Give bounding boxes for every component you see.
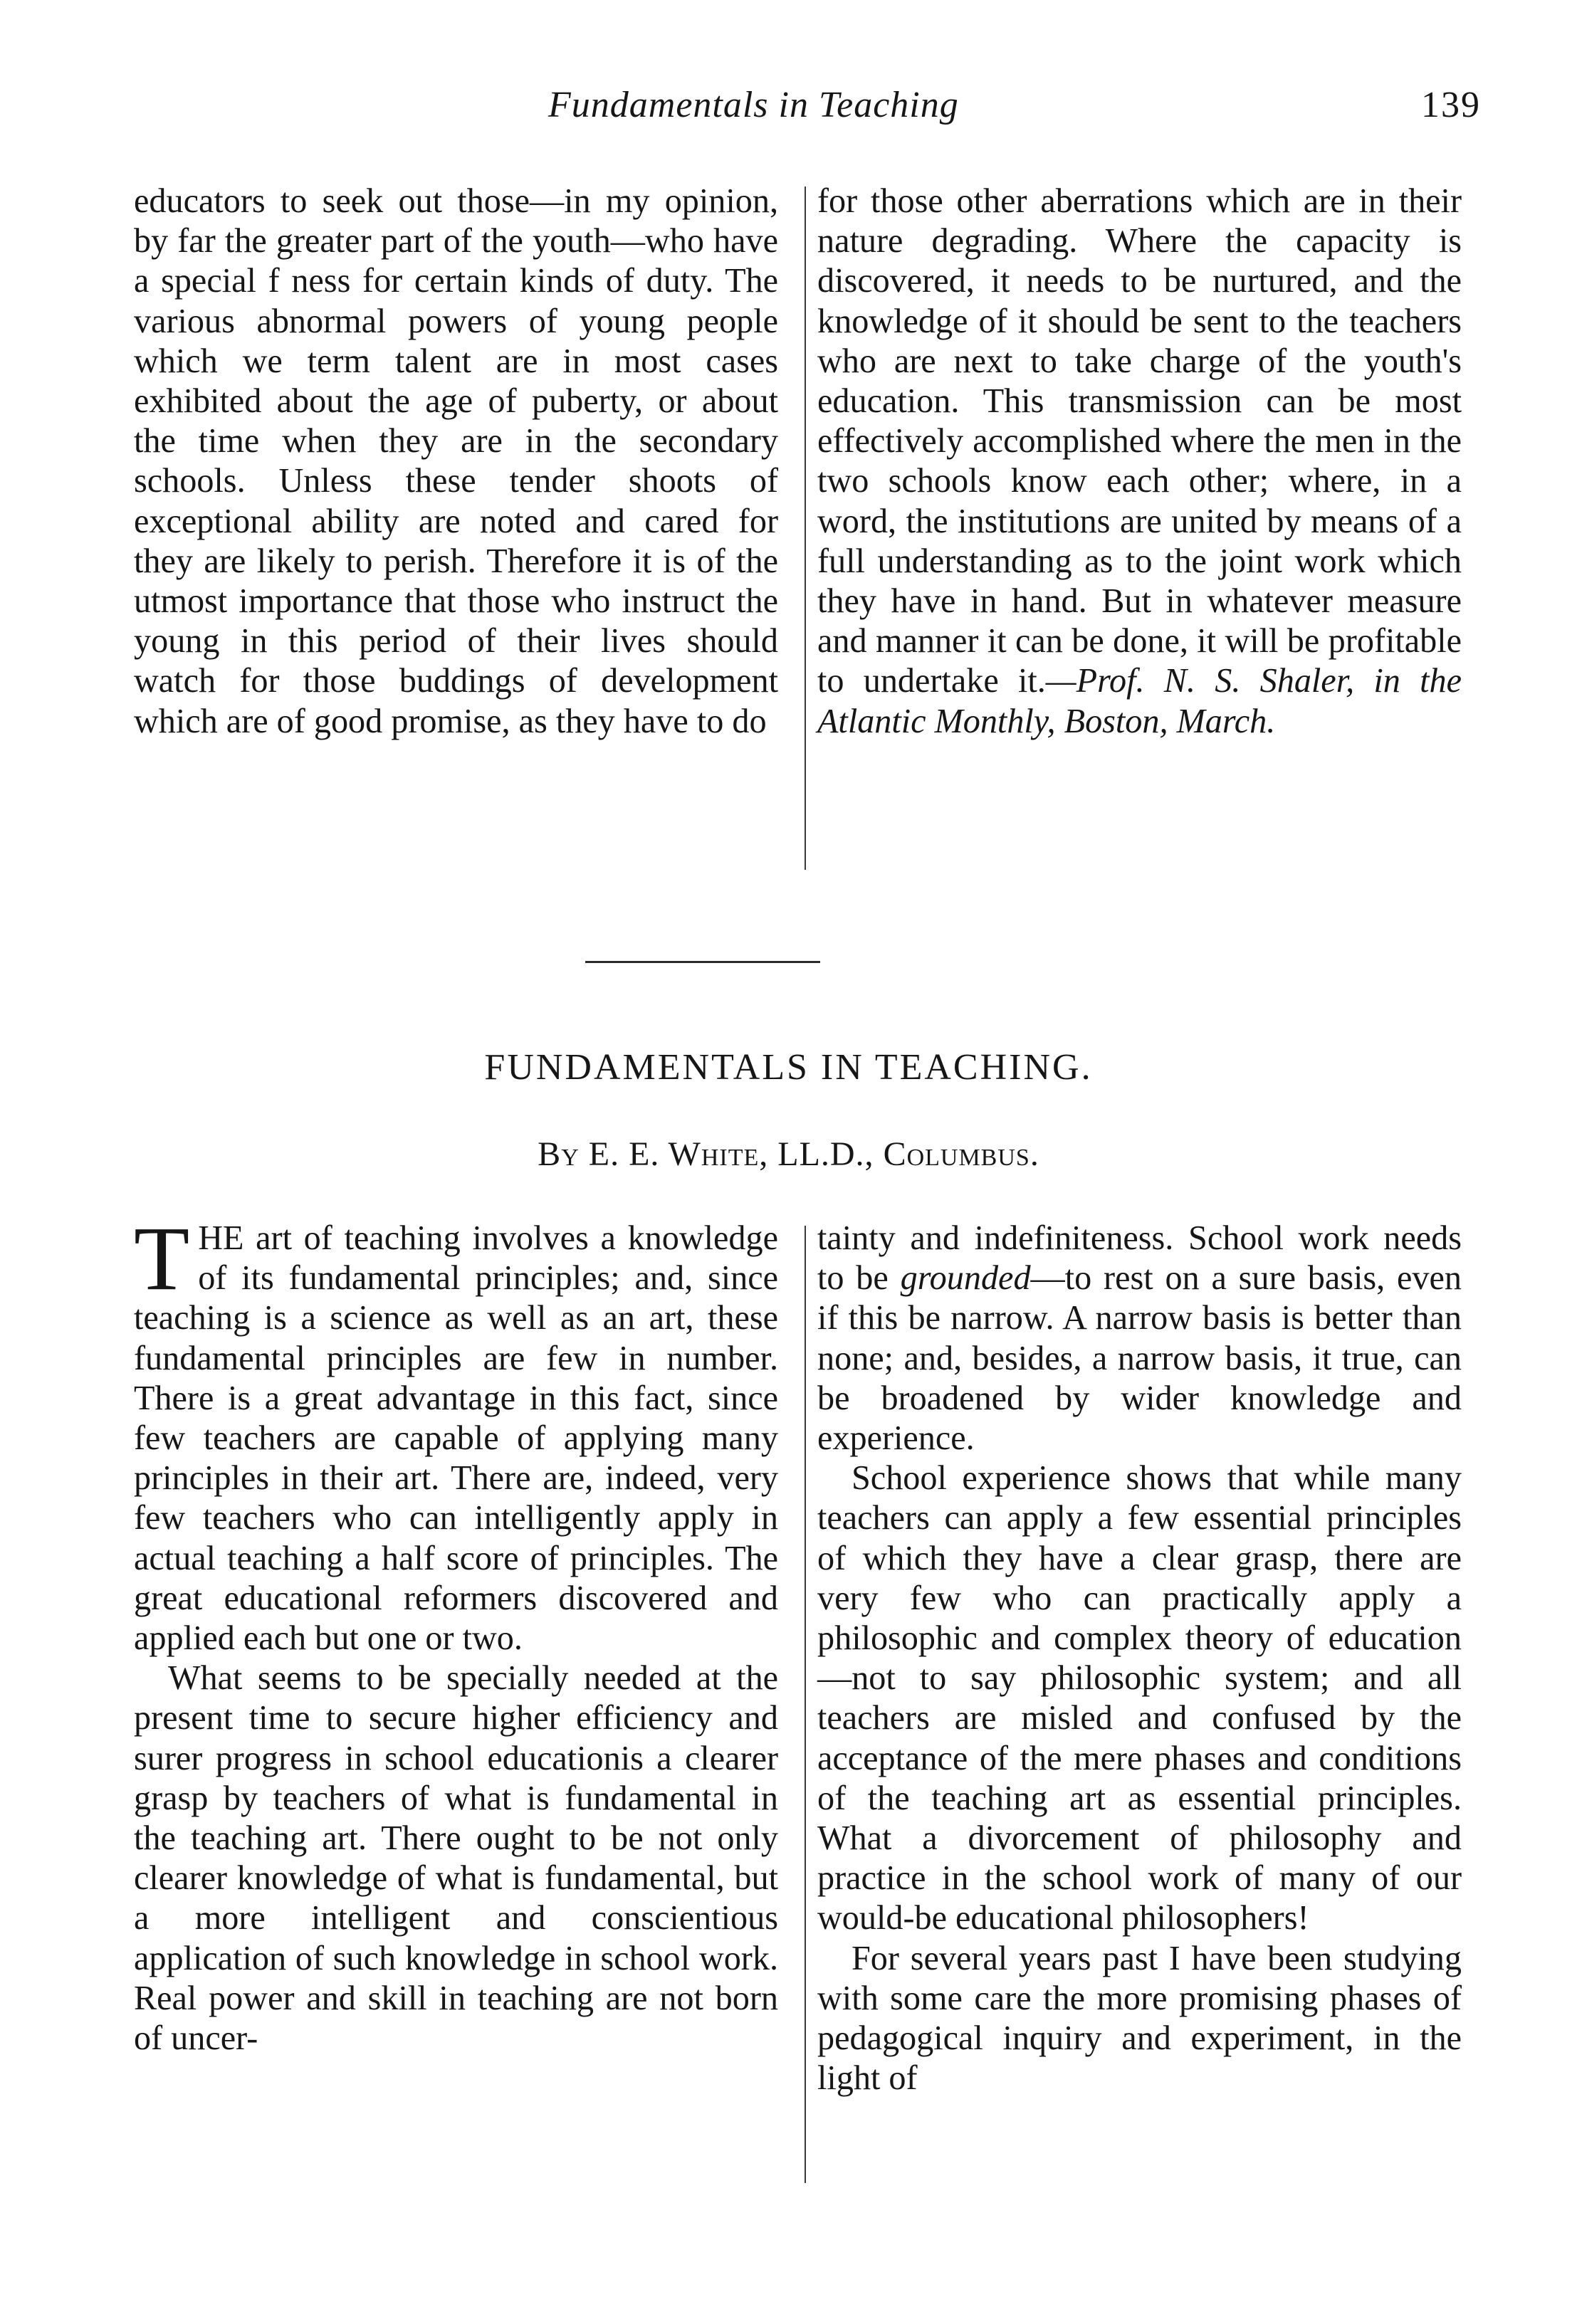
previous-article-right-paragraph bbox=[817, 182, 1462, 742]
previous-article-left-column bbox=[134, 182, 778, 742]
article-byline bbox=[0, 1135, 1577, 1174]
previous-article-right-text: for those other aberrations which are in their nature degrading. Where the capacity is discovered, it needs to be nurtured, and the knowledge of it should be sent to the teachers who are next to take charge of the youth's education. This transmission can be most effectively accomplished where the men in the two schools know each other; where, in a word, the institutions are united by means of a full understanding as to the joint work which they have in hand. But in whatever measure and manner it can be done, it will be profitable to undertake it. bbox=[817, 182, 1462, 700]
running-head bbox=[128, 84, 1481, 141]
paragraph-1 bbox=[134, 1208, 778, 1658]
running-title: Fundamentals in Teaching bbox=[548, 85, 959, 125]
paragraph-3-end: —to rest on a sure basis, even if this be narrow. A narrow basis is better than none; and, besides, a narrow basis, it true, can be broadened by wider knowledge and experience. bbox=[817, 1259, 1462, 1458]
byline-degree: LL.D., bbox=[777, 1135, 874, 1173]
byline-author: E. E. White, bbox=[588, 1135, 769, 1173]
byline-prefix: By bbox=[538, 1135, 580, 1173]
section-rule bbox=[585, 961, 820, 963]
previous-article-right-column bbox=[817, 182, 1462, 742]
drop-cap: T bbox=[134, 1208, 190, 1309]
column-divider-bottom bbox=[805, 1226, 806, 2183]
paragraph-3 bbox=[817, 1219, 1462, 1458]
paragraph-3-italic: grounded bbox=[900, 1259, 1031, 1298]
paragraph-4: School experience shows that while many teachers can apply a few essential principles of which they have a clear grasp, there are very few who can practically apply a philosophic and complex theory of education—not to say philosophic system; and all teachers are misled and confused by the acceptance of the mere phases and conditions of the teaching art as essential principles. What a divorcement of philosophy and practice in the school work of many of our would-be educational philosophers! bbox=[817, 1459, 1462, 1937]
article-left-column bbox=[134, 1208, 778, 2059]
byline-place: Columbus. bbox=[883, 1135, 1039, 1173]
article-right-column bbox=[817, 1219, 1462, 2098]
paragraph-5: For several years past I have been studying with some care the more promising phases of pedagogical inquiry and experiment, in the light of bbox=[817, 1939, 1462, 2098]
article-columns bbox=[134, 1208, 1462, 2187]
column-divider-top bbox=[805, 186, 806, 870]
article-title: FUNDAMENTALS IN TEACHING. bbox=[484, 1047, 1093, 1088]
previous-article-attribution: —Prof. N. S. Shaler, in the Atlantic Monthly, Boston, March. bbox=[817, 662, 1462, 740]
page-number: 139 bbox=[1421, 85, 1481, 125]
paragraph-1-text: HE art of teaching involves a knowledge of its fundamental principles; and, since teaching is a science as well as an art, these fundamental principles are few in number. There is a great advantage in this fact, since few teachers are capable of applying many principles in their art. There are, indeed, very few teachers who can intelligently apply in actual teaching a half score of principles. The great educational reformers discovered and applied each but one or two. bbox=[134, 1219, 778, 1658]
previous-article-left-text: educators to seek out those—in my opinion, by far the greater part of the youth—who have a special f ness for certain kinds of duty. The various abnormal powers of young people which we term talent are in most cases exhibited about the age of puberty, or about the time when they are in the secondary schools. Unless these tender shoots of exceptional ability are noted and cared for they are likely to perish. Therefore it is of the utmost importance that those who instruct the young in this period of their lives should watch for those buddings of development which are of good promise, as they have to do bbox=[134, 182, 778, 740]
paragraph-2: What seems to be specially needed at the present time to secure higher efficiency and surer progress in school educationis a clearer grasp by teachers of what is fundamental in the teaching art. There ought to be not only clearer knowledge of what is fundamental, but a more intelligent and conscientious application of such knowledge in school work. Real power and skill in teaching are not born of uncer- bbox=[134, 1659, 778, 2058]
previous-article-columns bbox=[134, 182, 1462, 886]
paragraph-3-start: tainty and indefiniteness. School work needs to be bbox=[817, 1219, 1462, 1298]
